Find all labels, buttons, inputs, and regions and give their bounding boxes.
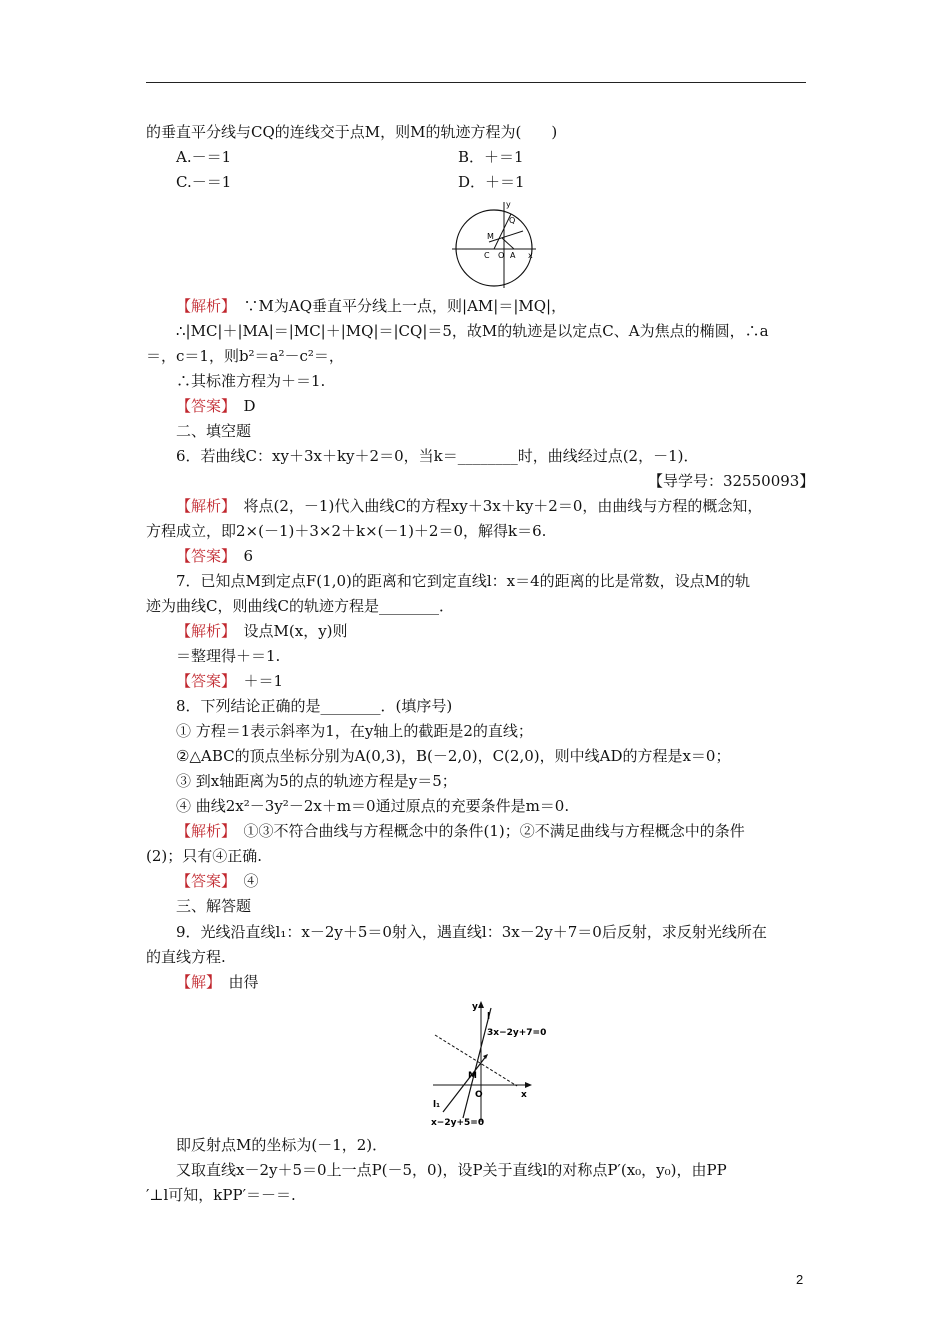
section-fill-in-heading: 二、填空题: [176, 422, 252, 440]
fig1-o-label: O: [498, 251, 505, 260]
q8-answer: 【答案】 ④: [176, 872, 259, 890]
analysis-tag: 【解析】: [176, 822, 229, 840]
q5-answer: 【答案】 D: [176, 397, 256, 415]
q5-stem-tail: 的垂直平分线与CQ的连线交于点M，则M的轨迹方程为( ): [146, 123, 558, 141]
q7-analysis-line2: ＝整理得＋＝1.: [176, 647, 281, 665]
analysis-tag: 【解析】: [176, 297, 229, 315]
q7-stem-line1: 7．已知点M到定点F(1,0)的距离和它到定直线l：x＝4的距离的比是常数，设点M的轨: [176, 572, 751, 590]
q6-guide-number: 【导学号：32550093】: [648, 472, 815, 490]
header-rule: [146, 82, 806, 83]
fig2-m-label: M: [468, 1071, 477, 1081]
q7-answer: 【答案】 ＋＝1: [176, 672, 284, 690]
fig2-l-label: l: [487, 1012, 491, 1022]
q9-solution-line3: 又取直线x－2y＋5＝0上一点P(－5，0)，设P关于直线l的对称点P′(x₀，y₀)，由PP: [176, 1161, 727, 1179]
fig1-a-label: A: [510, 251, 516, 260]
q9-stem-line1: 9．光线沿直线l₁：x－2y＋5＝0射入，遇直线l：3x－2y＋7＝0后反射，求反射光线所在: [176, 923, 767, 941]
answer-tag: 【答案】: [176, 547, 229, 565]
fig1-q-label: Q: [509, 216, 516, 225]
fig1-m-label: M: [487, 232, 494, 241]
q9-solution-line2: 即反射点M的坐标为(－1，2)．: [176, 1136, 388, 1154]
q6-answer: 【答案】 6: [176, 547, 254, 565]
solution-tag: 【解】: [176, 973, 214, 991]
fig2-y-label: y: [472, 1002, 478, 1012]
analysis-tag: 【解析】: [176, 497, 229, 515]
fig1-c-label: C: [484, 251, 490, 260]
q9-solution-line4: ′⊥l可知，kPP′＝－＝.: [146, 1186, 296, 1204]
q5-analysis-line2: ∴|MC|＋|MA|＝|MC|＋|MQ|＝|CQ|＝5，故M的轨迹是以定点C、A为焦点的椭圆，∴a: [176, 322, 769, 340]
fig2-eq-l1-label: x−2y+5=0: [431, 1118, 485, 1128]
fig2-o-label: O: [475, 1090, 483, 1100]
fig2-eq-l-label: 3x−2y+7=0: [487, 1028, 547, 1038]
q5-option-a: A.－＝1: [176, 148, 232, 166]
q8-analysis-line1: 【解析】 ①③不符合曲线与方程概念中的条件(1)；②不满足曲线与方程概念中的条件: [176, 822, 745, 840]
section-solution-heading: 三、解答题: [176, 897, 252, 915]
fig2-x-label: x: [521, 1090, 527, 1100]
q8-item2: ②△ABC的顶点坐标分别为A(0,3)，B(－2,0)，C(2,0)，则中线AD的方程是x＝0；: [176, 747, 731, 765]
answer-tag: 【答案】: [176, 397, 229, 415]
page-number: 2: [796, 1272, 804, 1287]
analysis-tag: 【解析】: [176, 622, 229, 640]
q8-analysis-line2: (2)；只有④正确.: [146, 847, 263, 865]
q5-analysis-line1: 【解析】 ∵M为AQ垂直平分线上一点，则|AM|＝|MQ|，: [176, 297, 567, 315]
q8-item3: ③ 到x轴距离为5的点的轨迹方程是y＝5；: [176, 772, 457, 790]
q6-stem: 6．若曲线C：xy＋3x＋ky＋2＝0，当k＝________时，曲线经过点(2，－1)．: [176, 447, 699, 465]
q6-analysis-line2: 方程成立，即2×(－1)＋3×2＋k×(－1)＋2＝0，解得k＝6.: [146, 522, 547, 540]
q8-item4: ④ 曲线2x²－3y²－2x＋m＝0通过原点的充要条件是m＝0.: [176, 797, 570, 815]
q9-reflection-figure: [425, 1000, 547, 1130]
answer-tag: 【答案】: [176, 872, 229, 890]
q5-analysis-line3: ＝，c＝1，则b²＝a²－c²＝，: [146, 347, 344, 365]
fig2-l1-label: l₁: [433, 1100, 441, 1110]
q9-solution-line1: 【解】 由得: [176, 973, 259, 991]
q8-stem: 8．下列结论正确的是________．(填序号): [176, 697, 453, 715]
q5-option-b: B．＋＝1: [458, 148, 524, 166]
q6-analysis-line1: 【解析】 将点(2，－1)代入曲线C的方程xy＋3x＋ky＋2＝0，由曲线与方程的概念知，: [176, 497, 763, 515]
q7-stem-line2: 迹为曲线C，则曲线C的轨迹方程是________．: [146, 597, 454, 615]
q5-option-d: D．＋＝1: [458, 173, 525, 191]
q7-analysis-line1: 【解析】 设点M(x，y)则: [176, 622, 348, 640]
answer-tag: 【答案】: [176, 672, 229, 690]
q9-stem-line2: 的直线方程.: [146, 948, 226, 966]
q5-option-c: C.－＝1: [176, 173, 232, 191]
q5-circle-figure: [448, 198, 540, 290]
fig1-y-label: y: [506, 200, 511, 209]
q5-analysis-line4: ∴其标准方程为＋＝1.: [176, 372, 326, 390]
fig1-x-label: x: [528, 251, 533, 260]
q8-item1: ① 方程＝1表示斜率为1，在y轴上的截距是2的直线；: [176, 722, 533, 740]
